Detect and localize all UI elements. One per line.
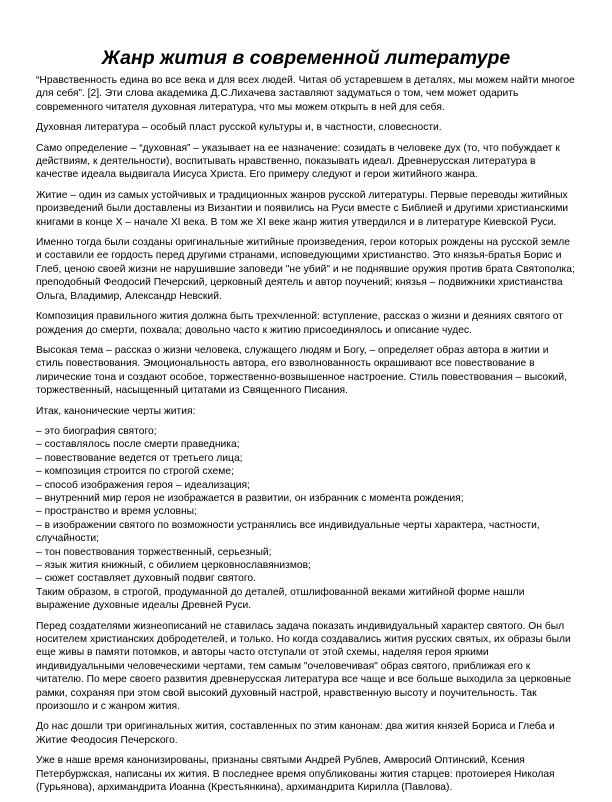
list-item: – это биография святого; [36,425,157,437]
paragraph: Само определение – “духовная” – указывает на ее назначение: созидать в человеке дух (то, что побуждает к действиям, к деятельности), воспитывать нравственно, показывать идеал. Древнерусская литература в качестве идеала выдвигала Иисуса Христа. Его примеру следуют и герои житийного жанра. [36,142,560,181]
document-body [36,74,576,802]
list-item: – пространство и время условны; [36,506,197,518]
paragraph: “Нравственность едина во все века и для всех людей. Читая об устаревшем в деталях, мы можем найти многое для себя”. [2]. Эти слова академика Д.С.Лихачева заставляют задуматься о том, чем может одарить современного читателя духовная литература, что мы можем открыть в ней для себя. [36,75,575,113]
list-item: – составлялось после смерти праведника; [36,439,240,451]
paragraph: Перед создателями жизнеописаний не ставилась задача показать индивидуальный характер святого. Он был носителем христианских добродетелей, и только. Но когда создавались жития русских святых, их образы были еще живы в памяти потомков, и авторы часто отступали от этой схемы, наделяя героя яркими индивидуальными человеческими чертами, тем самым "очеловечивая" образ святого, приближая его к читателю. По мере своего развития древнерусская литература все чаще и все больше выходила за церковные рамки, сохраняя при этом свой высокий духовный настрой, нравственную высоту и поучительность. Так произошло и с жанром жития. [36,620,572,713]
list-item: – композиция строится по строгой схеме; [36,466,234,478]
paragraph: Житие – один из самых устойчивых и традиционных жанров русской литературы. Первые переводы житийных произведений были доставлены из Византии и появились на Руси вместе с Библией и другими христианскими книгами в конце X – начале XI века. В том же XI веке жанр жития утвердился и в литературе Киевской Руси. [36,189,569,228]
paragraph: Таким образом, в строгой, продуманной до деталей, отшлифованной веками житийной форме нашли выражение духовные идеалы Древней Руси. [36,586,525,612]
list-item: – внутренний мир героя не изображается в развитии, он избранник с момента рождения; [36,492,464,504]
paragraph: Уже в наше время канонизированы, признаны святыми Андрей Рублев, Амвросий Оптинский, Ксения Петербуржская, написаны их жития. В последнее время опубликованы жития старцев: протоиерея Николая (Гурьянова), архимандрита Иоанна (Крестьянкина), архимандрита Кирилла (Павлова). [36,755,555,794]
paragraph: Высокая тема – рассказ о жизни человека, служащего людям и Богу, – определяет образ автора в житии и стиль повествования. Эмоциональность автора, его взволнованность окрашивают все повествование в лирические тона и создают особое, торжественно-возвышенное настроение. Стиль повествования – высокий, торжественный, насыщенный цитатами из Священного Писания. [36,344,567,397]
paragraph: Композиция правильного жития должна быть трехчленной: вступление, рассказ о жизни и деяниях святого от рождения до смерти, похвала; довольно часто к житию присоединялось и описание чудес. [36,311,563,336]
list-intro: Итак, канонические черты жития: [36,405,196,417]
list-item: – способ изображения героя – идеализация; [36,479,250,491]
paragraph: До нас дошли три оригинальных жития, составленных по этим канонам: два жития князей Бориса и Глеба и Житие Феодосия Печерского. [36,721,555,746]
paragraph: Именно тогда были созданы оригинальные житийные произведения, герои которых рождены на русской земле и составили ее гордость перед другими странами, исповедующими христианство. Это князья-братья Борис и Глеб, ценою своей жизни не нарушившие заповеди "не убий" и не поднявшие оружия против брата Святополка; преподобный Феодосий Печерский, церковный деятель и автор поучений; князья – подвижники христианства Ольга, Владимир, Александр Невский. [36,237,575,302]
list-item: – тон повествования торжественный, серьезный; [36,546,272,558]
page-title: Жанр жития в современной литературе [101,47,511,69]
canonical-features-list [36,425,576,586]
list-item: – в изображении святого по возможности устранялись все индивидуальные черты характера, частности, случайности; [36,519,540,545]
list-item: – язык жития книжный, с обилием церковнославянизмов; [36,560,311,571]
list-item: – повествование ведется от третьего лица; [36,452,243,464]
list-item: – сюжет составляет духовный подвиг святого. [36,573,256,585]
paragraph: Духовная литература – особый пласт русской культуры и, в частности, словесности. [36,122,442,134]
